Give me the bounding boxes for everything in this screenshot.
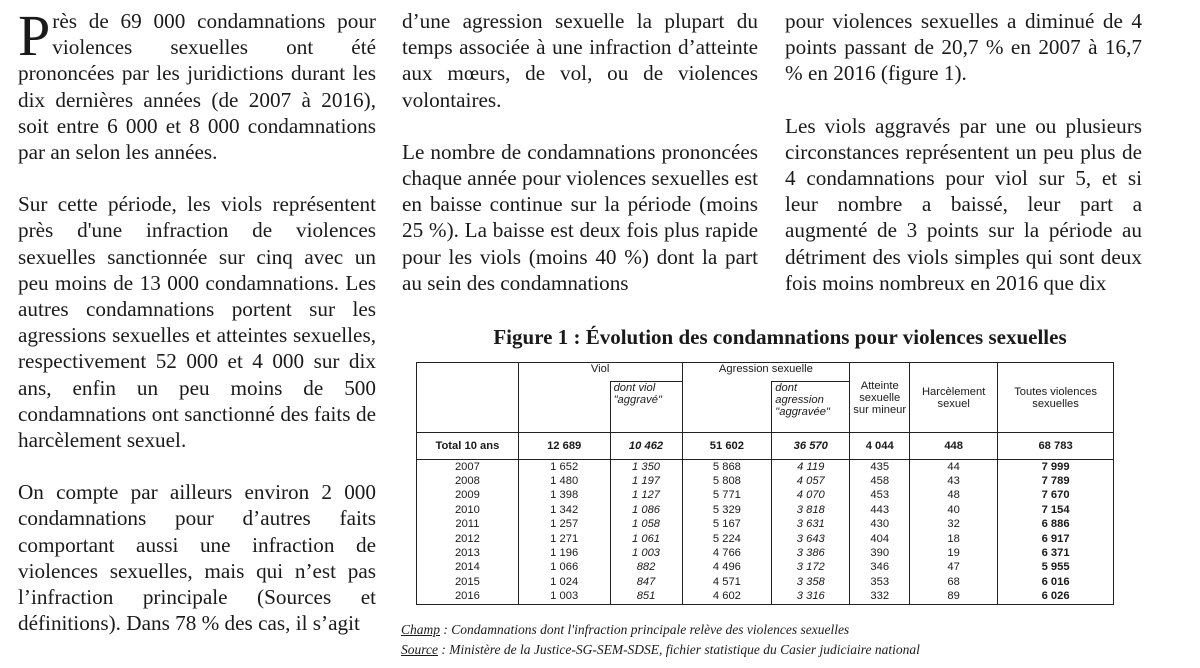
table-cell: 32 — [910, 518, 998, 532]
text-column-2 — [402, 8, 758, 322]
table-cell: 1 003 — [610, 546, 682, 560]
table-cell: 1 127 — [610, 489, 682, 503]
table-cell: 1 003 — [518, 590, 610, 605]
table-cell: 390 — [850, 546, 910, 560]
table-cell: 5 808 — [682, 474, 772, 488]
header-dont-agression: dont agression "aggravée" — [772, 382, 850, 433]
table-cell: 5 771 — [682, 489, 772, 503]
header-harcelement: Harcèlement sexuel — [910, 363, 998, 433]
table-cell: 6 886 — [998, 518, 1114, 532]
year-cell: 2008 — [417, 474, 519, 488]
year-cell: 2015 — [417, 575, 519, 589]
paragraph: On compte par ailleurs environ 2 000 condamnations pour d’autres faits comportant aussi une infraction de violences sexuelles, mais qui n’est pas l’infraction principale (Sources et définitions). Dans 78 % des cas, il s’agit — [18, 480, 376, 636]
year-cell: 2014 — [417, 561, 519, 575]
table-cell: 1 086 — [610, 503, 682, 517]
header-empty — [518, 382, 610, 433]
header-empty — [417, 363, 519, 433]
source-note — [401, 640, 920, 660]
table-cell: 6 026 — [998, 590, 1114, 605]
table-cell: 1 257 — [518, 518, 610, 532]
table-cell: 4 496 — [682, 561, 772, 575]
total-cell: 448 — [910, 433, 998, 460]
table-cell: 332 — [850, 590, 910, 605]
year-cell: 2011 — [417, 518, 519, 532]
header-toutes: Toutes violences sexuelles — [998, 363, 1114, 433]
table-cell: 3 172 — [772, 561, 850, 575]
table-cell: 346 — [850, 561, 910, 575]
paragraph — [18, 3, 376, 165]
figure-notes — [401, 620, 920, 660]
table-cell: 430 — [850, 518, 910, 532]
header-viol: Viol — [518, 363, 682, 382]
table-cell: 5 955 — [998, 561, 1114, 575]
table-cell: 40 — [910, 503, 998, 517]
table-cell: 7 789 — [998, 474, 1114, 488]
text-column-3 — [785, 8, 1142, 322]
figure-title: Figure 1 : Évolution des condamnations pour violences sexuelles — [493, 325, 1067, 349]
header-agression: Agression sexuelle — [682, 363, 850, 382]
table-row — [417, 459, 1114, 474]
table-cell: 3 386 — [772, 546, 850, 560]
table-cell: 1 024 — [518, 575, 610, 589]
table-cell: 4 119 — [772, 459, 850, 474]
table-cell: 4 602 — [682, 590, 772, 605]
table-row — [417, 575, 1114, 589]
paragraph: Les viols aggravés par une ou plusieurs circonstances représentent un peu plus de 4 condamnations pour viol sur 5, et si leur nombre a baissé, leur part a augmenté de 3 points sur la période au détriment des viols simples qui sont deux fois moins nombreux en 2016 que dix — [785, 113, 1142, 295]
table-cell: 4 766 — [682, 546, 772, 560]
table-cell: 1 196 — [518, 546, 610, 560]
total-label: Total 10 ans — [417, 433, 519, 460]
table-cell: 6 371 — [998, 546, 1114, 560]
table-cell: 453 — [850, 489, 910, 503]
paragraph-text: rès de 69 000 condamnations pour violences sexuelles ont été prononcées par les juridictions durant les dix dernières années (de 2007 à 2016), soit entre 6 000 et 8 000 condamnations par an selon les années. — [18, 9, 376, 165]
champ-label: Champ — [401, 622, 441, 637]
table-cell: 1 350 — [610, 459, 682, 474]
table-row — [417, 590, 1114, 605]
champ-note — [401, 620, 920, 640]
table-cell: 6 917 — [998, 532, 1114, 546]
table-cell: 7 670 — [998, 489, 1114, 503]
paragraph: pour violences sexuelles a diminué de 4 points passant de 20,7 % en 2007 à 16,7 % en 2016 (figure 1). — [785, 9, 1142, 86]
source-label: Source — [401, 642, 438, 657]
table-cell: 3 316 — [772, 590, 850, 605]
table-row — [417, 532, 1114, 546]
data-table — [416, 362, 1114, 605]
table-cell: 443 — [850, 503, 910, 517]
source-text: : Ministère de la Justice-SG-SEM-SDSE, fichier statistique du Casier judiciaire national — [438, 642, 920, 657]
champ-text: : Condamnations dont l'infraction principale relève des violences sexuelles — [440, 622, 850, 637]
table-cell: 1 652 — [518, 459, 610, 474]
table-cell: 48 — [910, 489, 998, 503]
table-cell: 882 — [610, 561, 682, 575]
year-cell: 2010 — [417, 503, 519, 517]
paragraph: Le nombre de condamnations prononcées chaque année pour violences sexuelles est en baisse continue sur la période (moins 25 %). La baisse est deux fois plus rapide pour les viols (moins 40 %) dont la part au sein des condamnations — [402, 139, 758, 295]
table-cell: 5 329 — [682, 503, 772, 517]
table-cell: 1 066 — [518, 561, 610, 575]
table-cell: 5 868 — [682, 459, 772, 474]
header-empty — [682, 382, 772, 433]
table-cell: 1 197 — [610, 474, 682, 488]
total-cell: 51 602 — [682, 433, 772, 460]
table-row — [417, 561, 1114, 575]
table-cell: 43 — [910, 474, 998, 488]
table-cell: 7 999 — [998, 459, 1114, 474]
year-cell: 2013 — [417, 546, 519, 560]
table-cell: 3 643 — [772, 532, 850, 546]
year-cell: 2012 — [417, 532, 519, 546]
year-cell: 2009 — [417, 489, 519, 503]
text-column-1 — [18, 3, 376, 662]
table-cell: 435 — [850, 459, 910, 474]
total-row — [417, 433, 1114, 460]
table-cell: 4 057 — [772, 474, 850, 488]
table-cell: 1 398 — [518, 489, 610, 503]
table-cell: 5 167 — [682, 518, 772, 532]
table-row — [417, 474, 1114, 488]
table-cell: 44 — [910, 459, 998, 474]
table-cell: 18 — [910, 532, 998, 546]
year-cell: 2016 — [417, 590, 519, 605]
total-cell: 12 689 — [518, 433, 610, 460]
table-cell: 3 631 — [772, 518, 850, 532]
table-cell: 404 — [850, 532, 910, 546]
drop-cap: P — [18, 3, 51, 68]
table-cell: 4 571 — [682, 575, 772, 589]
total-cell: 68 783 — [998, 433, 1114, 460]
table-cell: 847 — [610, 575, 682, 589]
table-cell: 4 070 — [772, 489, 850, 503]
table-cell: 458 — [850, 474, 910, 488]
table-cell: 851 — [610, 590, 682, 605]
table-cell: 1 480 — [518, 474, 610, 488]
header-dont-viol: dont viol "aggravé" — [610, 382, 682, 433]
table-cell: 68 — [910, 575, 998, 589]
year-cell: 2007 — [417, 459, 519, 474]
paragraph: d’une agression sexuelle la plupart du temps associée à une infraction d’atteinte aux mœurs, de vol, ou de violences volontaires. — [402, 9, 758, 112]
table-cell: 1 058 — [610, 518, 682, 532]
table-row — [417, 489, 1114, 503]
table-cell: 1 061 — [610, 532, 682, 546]
table-cell: 1 271 — [518, 532, 610, 546]
table-cell: 47 — [910, 561, 998, 575]
header-atteinte: Atteinte sexuelle sur mineur — [850, 363, 910, 433]
table-cell: 3 358 — [772, 575, 850, 589]
total-cell: 10 462 — [610, 433, 682, 460]
total-cell: 36 570 — [772, 433, 850, 460]
table-cell: 1 342 — [518, 503, 610, 517]
table-cell: 89 — [910, 590, 998, 605]
table-cell: 3 818 — [772, 503, 850, 517]
table-cell: 5 224 — [682, 532, 772, 546]
table-cell: 7 154 — [998, 503, 1114, 517]
total-cell: 4 044 — [850, 433, 910, 460]
paragraph: Sur cette période, les viols représentent près d'une infraction de violences sexuelles sanctionnée sur cinq avec un peu moins de 13 000 condamnations. Les autres condamnations portent sur les agressions sexuelles et atteintes sexuelles, respectivement 52 000 et 4 000 sur dix ans, enfin un peu moins de 500 condamnations ont sanctionné des faits de harcèlement sexuel. — [18, 192, 376, 453]
table-row — [417, 503, 1114, 517]
table-cell: 353 — [850, 575, 910, 589]
table-cell: 6 016 — [998, 575, 1114, 589]
table-row — [417, 546, 1114, 560]
table-row — [417, 518, 1114, 532]
table-cell: 19 — [910, 546, 998, 560]
